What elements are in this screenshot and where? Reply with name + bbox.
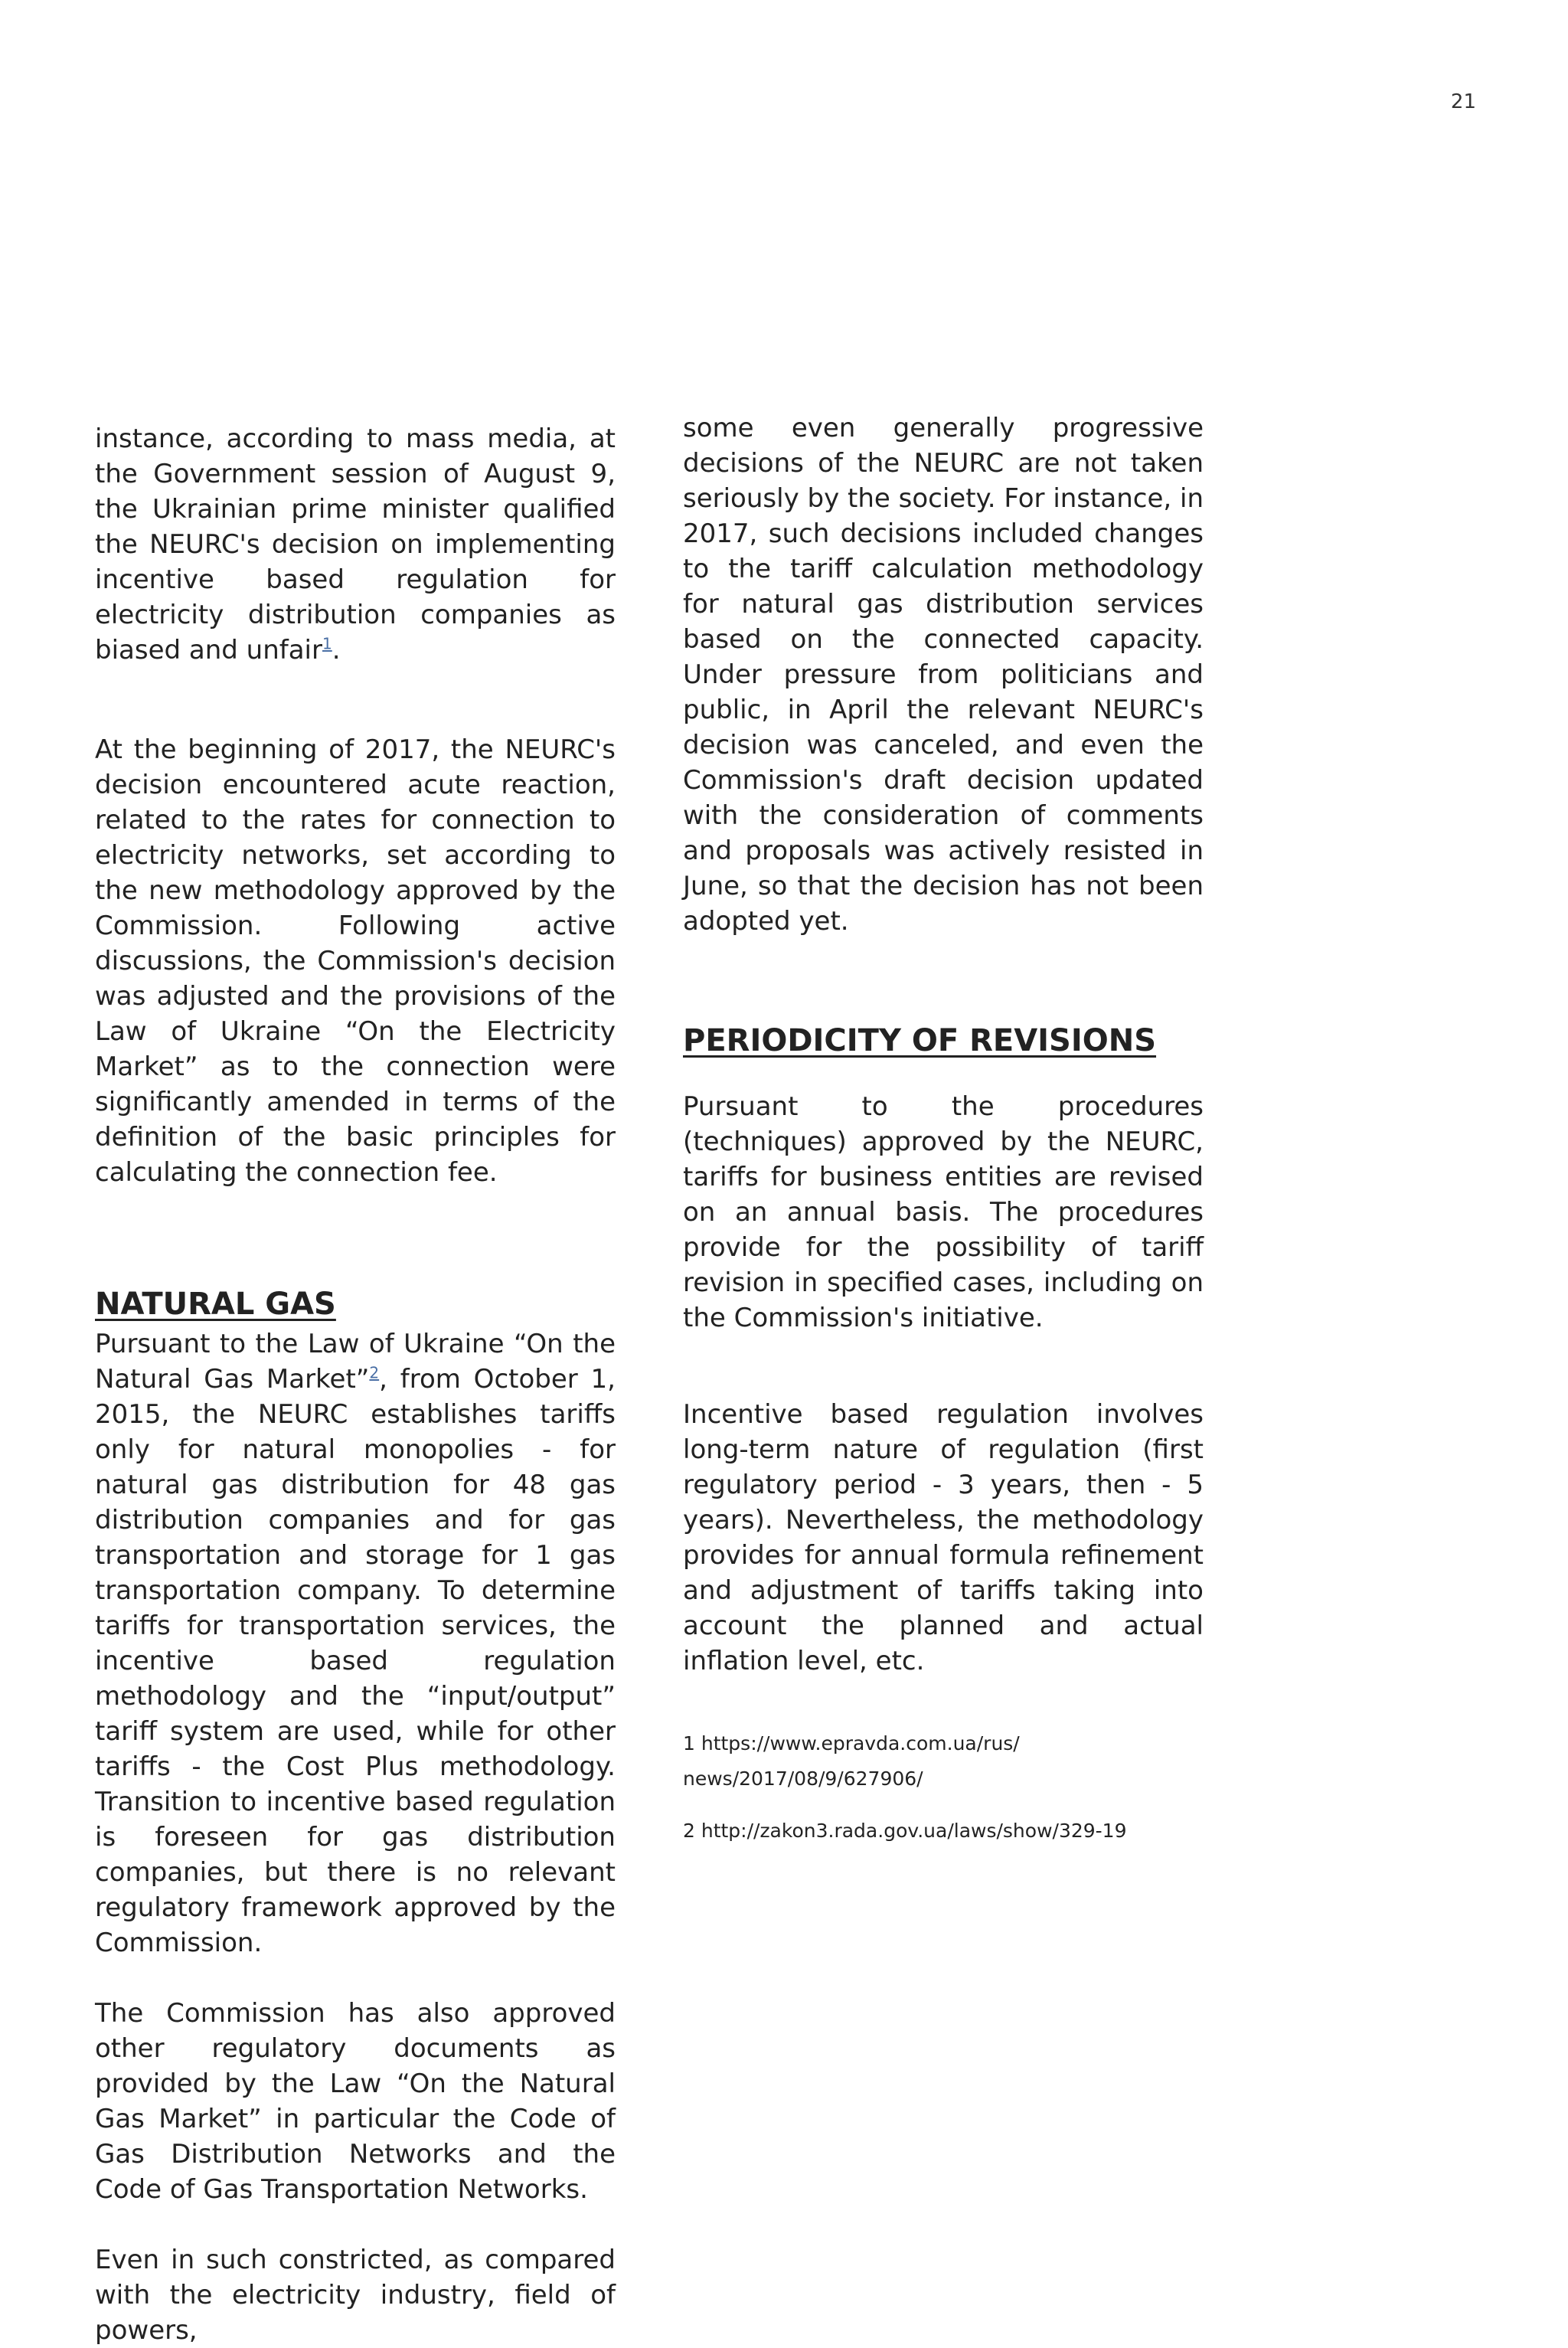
right-paragraph-3: Incentive based regulation involves long-term nature of regulation (first regulatory period - 3 years, then - 5 years). Nevertheless, the methodology provides for annual formula refinement and adjustment of tariffs taking into account the planned and actual inflation level, etc.	[683, 1399, 1204, 1676]
footnote-1-line-1: 1 https://www.epravda.com.ua/rus/	[683, 1732, 1020, 1754]
left-paragraph-1	[95, 421, 616, 668]
right-paragraph-2: Pursuant to the procedures (techniques) approved by the NEURC, tariffs for business entities are revised on an annual basis. The procedures provide for the possibility of tariff revision in specified cases, including on the Commission's initiative.	[683, 1091, 1204, 1333]
left-paragraph-1-tail: .	[332, 635, 341, 665]
page-number: 21	[1450, 90, 1476, 113]
left-column	[95, 421, 616, 2348]
left-paragraph-3-start: Pursuant to the Law of Ukraine “On the Natural Gas Market”	[95, 1329, 616, 1395]
footnote-ref-2[interactable]	[369, 1364, 379, 1382]
natural-gas-heading: NATURAL GAS	[95, 1287, 336, 1322]
left-paragraph-1-text: instance, according to mass media, at the Government session of August 9, the Ukrainian prime minister qualified the NEURC's decision on implementing incentive based regulation for electricity distribution companies as biased and unfair	[95, 423, 616, 665]
left-paragraph-3-rest: , from October 1, 2015, the NEURC establishes tariffs only for natural monopolies - for natural gas distribution for 48 gas distribution companies and for gas transportation and storage for 1 gas transportation company. To determine tariffs for transportation services, the incentive based regulation methodology and the “input/output” tariff system are used, while for other tariffs - the Cost Plus methodology. Transition to incentive based regulation is foreseen for gas distribution companies, but there is no relevant regulatory framework approved by the Commission.	[95, 1364, 616, 1958]
left-paragraph-2: At the beginning of 2017, the NEURC's decision encountered acute reaction, related to the rates for connection to electricity networks, set according to the new methodology approved by the Commission. Following active discussions, the Commission's decision was adjusted and the provisions of the Law of Ukraine “On the Electricity Market” as to the connection were significantly amended in terms of the definition of the basic principles for calculating the connection fee.	[95, 734, 616, 1188]
right-paragraph-1: some even generally progressive decisions of the NEURC are not taken seriously by the society. For instance, in 2017, such decisions included changes to the tariff calculation methodology for natural gas distribution services based on the connected capacity. Under pressure from politicians and public, in April the relevant NEURC's decision was canceled, and even the Commission's draft decision updated with the consideration of comments and proposals was actively resisted in June, so that the decision has not been adopted yet.	[683, 413, 1204, 937]
footnotes	[683, 1726, 1204, 1849]
footnote-2: 2 http://zakon3.rada.gov.ua/laws/show/329-19	[683, 1820, 1127, 1842]
left-paragraph-3	[95, 1326, 616, 1960]
periodicity-heading: PERIODICITY OF REVISIONS	[683, 1023, 1157, 1058]
footnote-ref-1[interactable]	[322, 635, 332, 653]
footnote-ref-2-link[interactable]: 2	[369, 1363, 380, 1382]
left-paragraph-5: Even in such constricted, as compared with the electricity industry, field of powers,	[95, 2245, 616, 2346]
footnote-ref-1-link[interactable]: 1	[322, 634, 332, 653]
footnote-1-line-2: news/2017/08/9/627906/	[683, 1768, 923, 1790]
right-column	[683, 410, 1204, 1849]
left-paragraph-4: The Commission has also approved other regulatory documents as provided by the Law “On the Natural Gas Market” in particular the Code of Gas Distribution Networks and the Code of Gas Transportation Networks.	[95, 1998, 616, 2205]
